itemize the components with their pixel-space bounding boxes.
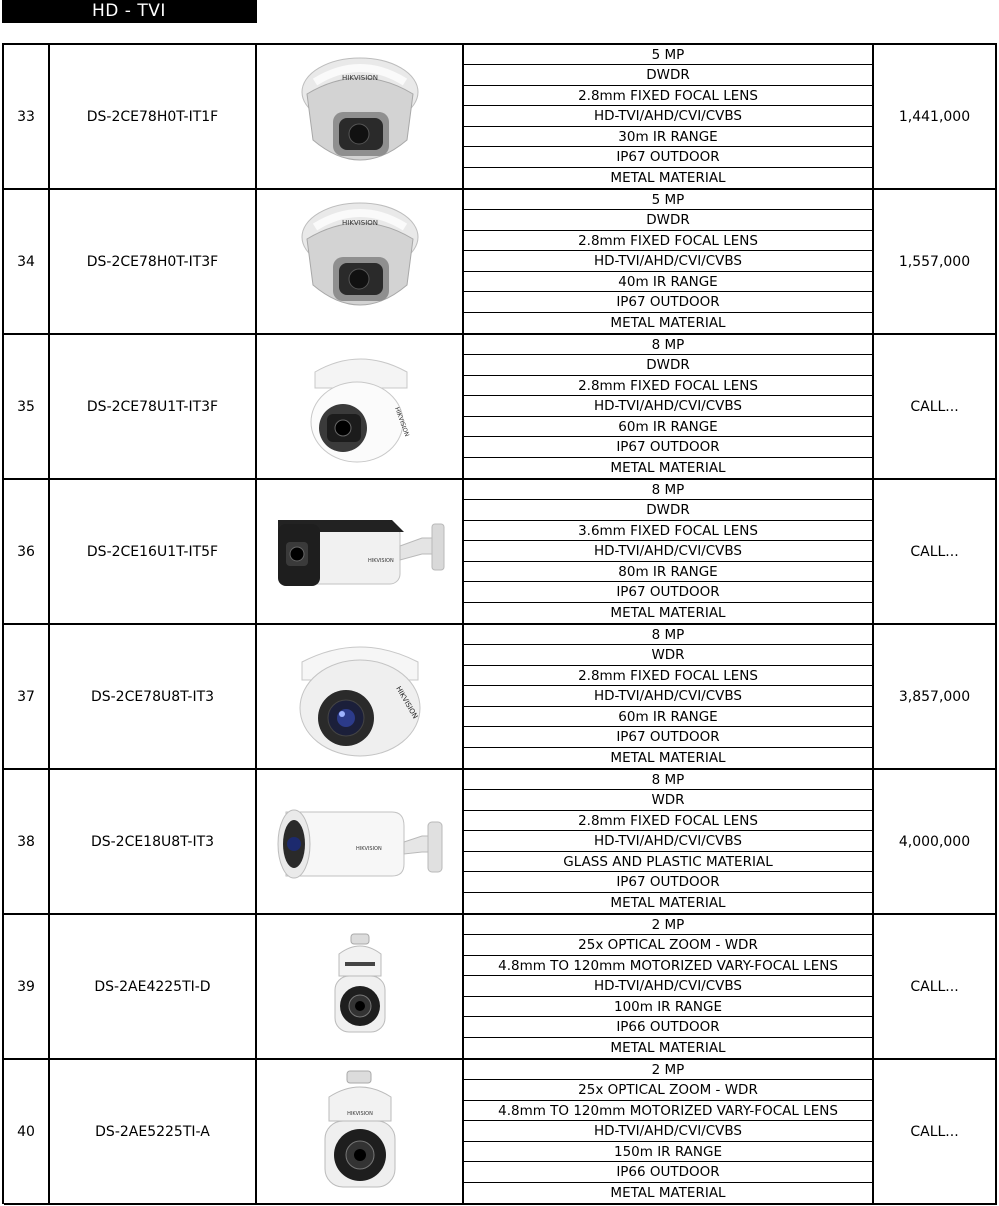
spec-rating: IP67 OUTDOOR	[464, 292, 872, 312]
spec-wdr: WDR	[464, 645, 872, 665]
spec-rating: IP66 OUTDOOR	[464, 1162, 872, 1182]
model-name: DS-2CE78H0T-IT1F	[50, 45, 257, 188]
spec-material: METAL MATERIAL	[610, 459, 726, 476]
spec-ir-range: 150m IR RANGE	[464, 1142, 872, 1162]
spec-ir-range: 80m IR RANGE	[464, 562, 872, 582]
price: 3,857,000	[874, 625, 997, 768]
model-name: DS-2CE18U8T-IT3	[50, 770, 257, 913]
item-number: 38	[4, 770, 50, 913]
bullet-camera-image	[257, 770, 464, 913]
ptz-camera-image	[257, 1060, 464, 1203]
product-row	[4, 335, 997, 480]
spec-material: METAL MATERIAL	[610, 169, 726, 186]
item-number: 36	[4, 480, 50, 623]
price: CALL...	[874, 480, 997, 623]
spec-ir-range: 40m IR RANGE	[464, 272, 872, 292]
spec-material: METAL MATERIAL	[610, 749, 726, 766]
spec-ir-range: 30m IR RANGE	[464, 127, 872, 147]
spec-lens: 2.8mm FIXED FOCAL LENS	[464, 231, 872, 251]
spec-wdr: WDR	[464, 790, 872, 810]
spec-resolution: 2 MP	[464, 915, 872, 935]
spec-zoom: 25x OPTICAL ZOOM - WDR	[464, 935, 872, 955]
spec-ir-range: 60m IR RANGE	[464, 707, 872, 727]
spec-rating: IP67 OUTDOOR	[464, 582, 872, 602]
spec-output: HD-TVI/AHD/CVI/CVBS	[464, 686, 872, 706]
svg-text:HIKVISION: HIKVISION	[368, 557, 394, 564]
model-name: DS-2CE78U1T-IT3F	[50, 335, 257, 478]
model-name: DS-2CE78U8T-IT3	[50, 625, 257, 768]
svg-text:HIKVISION: HIKVISION	[356, 845, 382, 852]
spec-rating: IP66 OUTDOOR	[464, 1017, 872, 1037]
model-name: DS-2AE4225TI-D	[50, 915, 257, 1058]
spec-lens: 4.8mm TO 120mm MOTORIZED VARY-FOCAL LENS	[464, 956, 872, 976]
svg-text:HIKVISION: HIKVISION	[392, 405, 410, 438]
spec-list	[464, 770, 874, 913]
spec-lens: 2.8mm FIXED FOCAL LENS	[464, 86, 872, 106]
spec-rating: IP67 OUTDOOR	[464, 727, 872, 747]
price: 4,000,000	[874, 770, 997, 913]
product-row	[4, 625, 997, 770]
spec-lens: 2.8mm FIXED FOCAL LENS	[464, 811, 872, 831]
turret-camera-image	[257, 190, 464, 333]
spec-lens: 3.6mm FIXED FOCAL LENS	[464, 521, 872, 541]
spec-wdr: DWDR	[464, 210, 872, 230]
spec-ir-range: 60m IR RANGE	[464, 417, 872, 437]
spec-lens: 2.8mm FIXED FOCAL LENS	[464, 376, 872, 396]
spec-lens: 4.8mm TO 120mm MOTORIZED VARY-FOCAL LENS	[464, 1101, 872, 1121]
spec-resolution: 5 MP	[464, 190, 872, 210]
spec-zoom: 25x OPTICAL ZOOM - WDR	[464, 1080, 872, 1100]
turret-camera-image	[257, 625, 464, 768]
spec-list	[464, 915, 874, 1058]
product-row	[4, 480, 997, 625]
spec-ir-range: 100m IR RANGE	[464, 997, 872, 1017]
product-row	[4, 45, 997, 190]
spec-output: HD-TVI/AHD/CVI/CVBS	[464, 106, 872, 126]
spec-material: METAL MATERIAL	[610, 894, 726, 911]
spec-resolution: 8 MP	[464, 480, 872, 500]
spec-housing: GLASS AND PLASTIC MATERIAL	[464, 852, 872, 872]
turret-camera-image	[257, 45, 464, 188]
price: CALL...	[874, 915, 997, 1058]
spec-rating: IP67 OUTDOOR	[464, 872, 872, 892]
product-row	[4, 190, 997, 335]
spec-list	[464, 480, 874, 623]
section-banner: HD - TVI	[2, 0, 257, 23]
svg-text:HIKVISION: HIKVISION	[393, 684, 419, 720]
item-number: 33	[4, 45, 50, 188]
turret-camera-image	[257, 335, 464, 478]
item-number: 34	[4, 190, 50, 333]
spec-material: METAL MATERIAL	[610, 1039, 726, 1056]
spec-wdr: DWDR	[464, 355, 872, 375]
item-number: 40	[4, 1060, 50, 1203]
spec-list	[464, 335, 874, 478]
price: 1,441,000	[874, 45, 997, 188]
bullet-camera-image	[257, 480, 464, 623]
price: CALL...	[874, 1060, 997, 1203]
spec-resolution: 5 MP	[464, 45, 872, 65]
spec-material: METAL MATERIAL	[610, 604, 726, 621]
svg-text:HIKVISION: HIKVISION	[341, 218, 378, 227]
item-number: 35	[4, 335, 50, 478]
price: CALL...	[874, 335, 997, 478]
product-table	[2, 43, 997, 1204]
spec-resolution: 2 MP	[464, 1060, 872, 1080]
spec-output: HD-TVI/AHD/CVI/CVBS	[464, 541, 872, 561]
spec-rating: IP67 OUTDOOR	[464, 147, 872, 167]
spec-list	[464, 45, 874, 188]
spec-resolution: 8 MP	[464, 770, 872, 790]
svg-text:HIKVISION: HIKVISION	[341, 73, 378, 82]
spec-material: METAL MATERIAL	[610, 314, 726, 331]
product-row	[4, 770, 997, 915]
product-row	[4, 915, 997, 1060]
spec-resolution: 8 MP	[464, 625, 872, 645]
spec-list	[464, 1060, 874, 1203]
spec-rating: IP67 OUTDOOR	[464, 437, 872, 457]
spec-output: HD-TVI/AHD/CVI/CVBS	[464, 251, 872, 271]
spec-output: HD-TVI/AHD/CVI/CVBS	[464, 396, 872, 416]
spec-wdr: DWDR	[464, 500, 872, 520]
model-name: DS-2CE16U1T-IT5F	[50, 480, 257, 623]
spec-list	[464, 190, 874, 333]
spec-material: METAL MATERIAL	[610, 1184, 726, 1201]
spec-lens: 2.8mm FIXED FOCAL LENS	[464, 666, 872, 686]
spec-list	[464, 625, 874, 768]
spec-wdr: DWDR	[464, 65, 872, 85]
item-number: 39	[4, 915, 50, 1058]
product-row	[4, 1060, 997, 1205]
spec-output: HD-TVI/AHD/CVI/CVBS	[464, 1121, 872, 1141]
ptz-camera-image	[257, 915, 464, 1058]
svg-text:HIKVISION: HIKVISION	[346, 1111, 373, 1117]
spec-resolution: 8 MP	[464, 335, 872, 355]
spec-output: HD-TVI/AHD/CVI/CVBS	[464, 831, 872, 851]
model-name: DS-2AE5225TI-A	[50, 1060, 257, 1203]
price: 1,557,000	[874, 190, 997, 333]
spec-output: HD-TVI/AHD/CVI/CVBS	[464, 976, 872, 996]
item-number: 37	[4, 625, 50, 768]
model-name: DS-2CE78H0T-IT3F	[50, 190, 257, 333]
